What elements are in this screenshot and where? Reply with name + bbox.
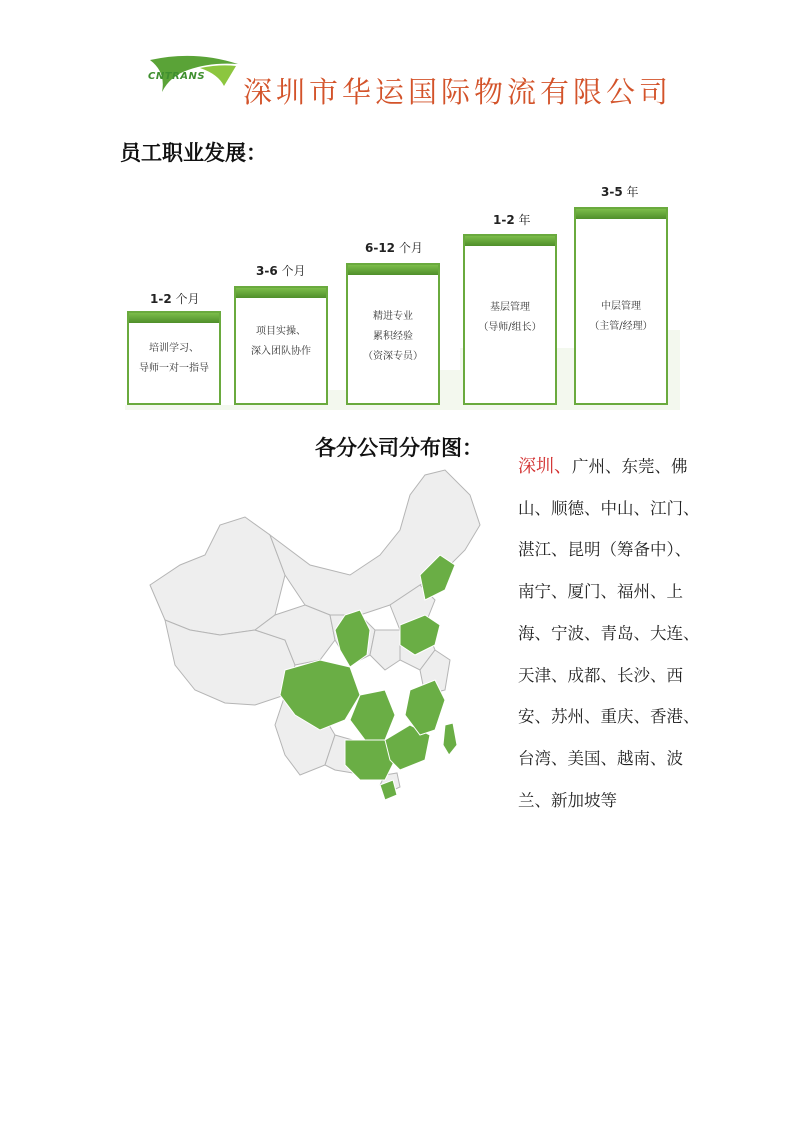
- career-step-5: [574, 207, 668, 405]
- branch-city-list: [518, 446, 703, 821]
- step-period-1: 1-2 个月: [150, 292, 200, 306]
- header: [0, 0, 799, 120]
- step-bar: [348, 265, 438, 275]
- company-name: 深圳市华运国际物流有限公司: [243, 75, 673, 109]
- step-bar: [576, 209, 666, 219]
- step-period-3: 6-12 个月: [365, 241, 423, 255]
- career-title: 员工职业发展：: [120, 141, 267, 165]
- career-step-4: [463, 234, 557, 405]
- step-text: 中层管理 （主管/经理）: [589, 301, 653, 332]
- logo-text: CNTRANS: [148, 71, 206, 82]
- step-text: 精进专业 累积经验 （资深专员）: [363, 311, 423, 362]
- step-period-5: 3-5 年: [601, 185, 639, 199]
- step-text: 项目实操、 深入团队协作: [251, 326, 311, 357]
- step-period-4: 1-2 年: [493, 213, 531, 227]
- branches-title: 各分公司分布图：: [315, 436, 483, 460]
- step-bar: [129, 313, 219, 323]
- city-rest: 广州、东莞、佛山、顺德、中山、江门、湛江、昆明（筹备中）、南宁、厦门、福州、上海、宁波、青岛、大连、天津、成都、长沙、西安、苏州、重庆、香港、台湾、美国、越南、波兰、新加坡等: [518, 457, 700, 810]
- career-ladder: [120, 170, 680, 415]
- career-step-3: [346, 263, 440, 405]
- step-bar: [236, 288, 326, 298]
- map-region-north: [270, 470, 480, 615]
- step-bar: [465, 236, 555, 246]
- map-region-taiwan: [443, 723, 457, 755]
- step-text: 基层管理 （导师/组长）: [478, 302, 542, 333]
- map-region-shanxi: [370, 630, 400, 670]
- step-period-2: 3-6 个月: [256, 264, 306, 278]
- map-region-xinjiang: [150, 517, 285, 635]
- career-step-1: [127, 311, 221, 405]
- city-highlight: 深圳、: [518, 456, 572, 477]
- china-branch-map: [135, 455, 495, 825]
- career-step-2: [234, 286, 328, 405]
- step-text: 培训学习、 导师一对一指导: [139, 343, 209, 374]
